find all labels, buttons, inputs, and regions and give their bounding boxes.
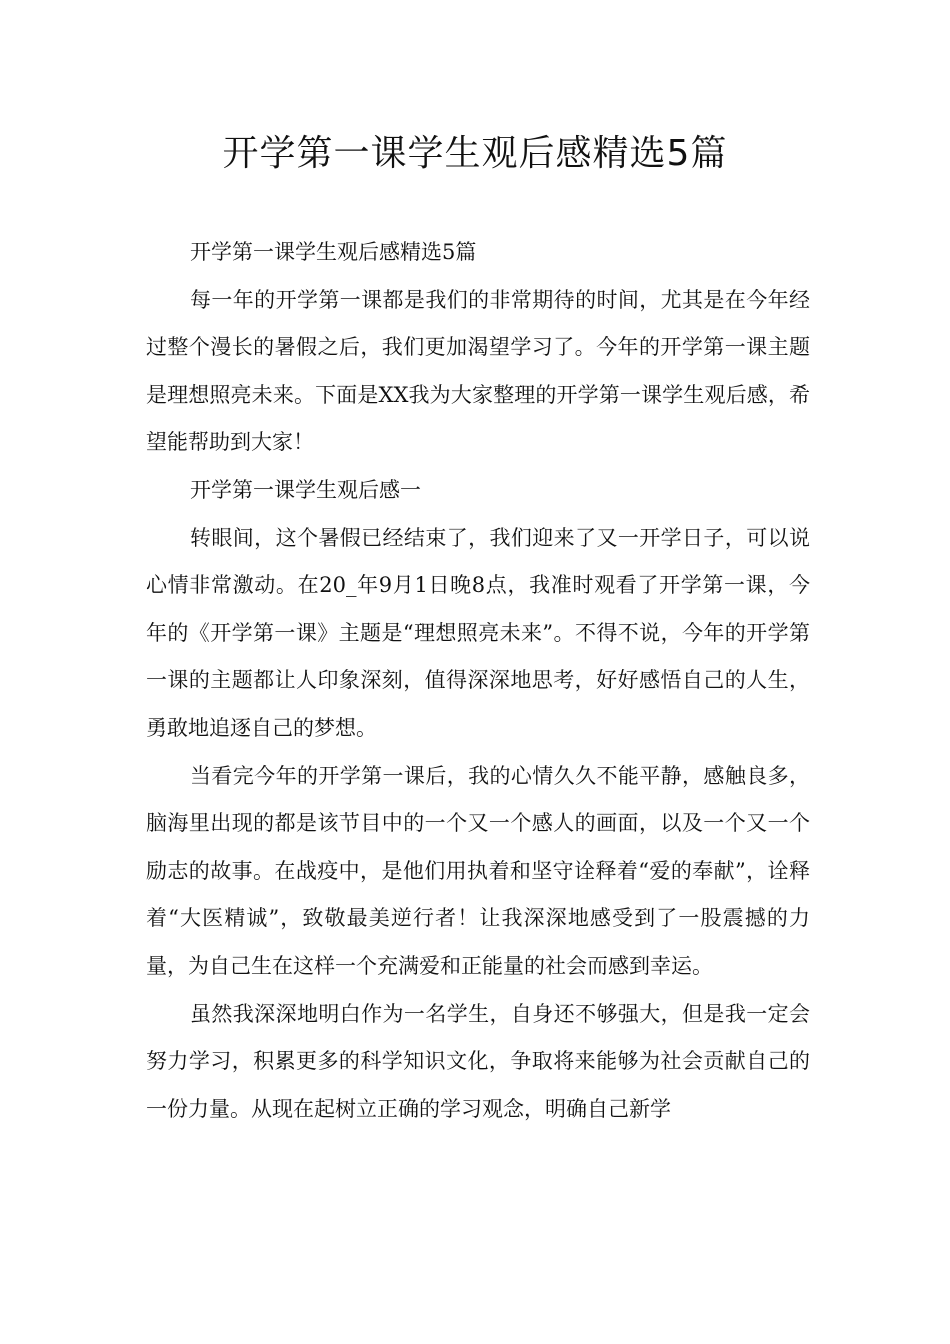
paragraph-body-2: 当看完今年的开学第一课后，我的心情久久不能平静，感触良多，脑海里出现的都是该节目中的一个又一个感人的画面，以及一个又一个励志的故事。在战疫中，是他们用执着和坚守诠释着“爱的奉献”，诠释着“大医精诚”，致敬最美逆行者！让我深深地感受到了一股震撼的力量，为自己生在这样一个充满爱和正能量的社会而感到幸运。 bbox=[146, 763, 810, 978]
paragraph-intro: 每一年的开学第一课都是我们的非常期待的时间，尤其是在今年经过整个漫长的暑假之后，我们更加渴望学习了。今年的开学第一课主题是理想照亮未来。下面是XX我为大家整理的开学第一课学生观后感，希望能帮助到大家！ bbox=[146, 287, 810, 455]
document-body bbox=[146, 229, 810, 1133]
paragraph-section-heading: 开学第一课学生观后感一 bbox=[190, 477, 421, 502]
paragraph-subtitle: 开学第一课学生观后感精选5篇 bbox=[190, 240, 477, 264]
paragraph-body-3: 虽然我深深地明白作为一名学生，自身还不够强大，但是我一定会努力学习，积累更多的科学知识文化，争取将来能够为社会贡献自己的一份力量。从现在起树立正确的学习观念，明确自己新学 bbox=[146, 1001, 810, 1121]
document-title: 开学第一课学生观后感精选5篇 bbox=[222, 133, 728, 174]
paragraph-body-1: 转眼间，这个暑假已经结束了，我们迎来了又一开学日子，可以说心情非常激动。在20_年9月1日晚8点，我准时观看了开学第一课，今年的《开学第一课》主题是“理想照亮未来”。不得不说，今年的开学第一课的主题都让人印象深刻，值得深深地思考，好好感悟自己的人生，勇敢地追逐自己的梦想。 bbox=[146, 525, 810, 740]
